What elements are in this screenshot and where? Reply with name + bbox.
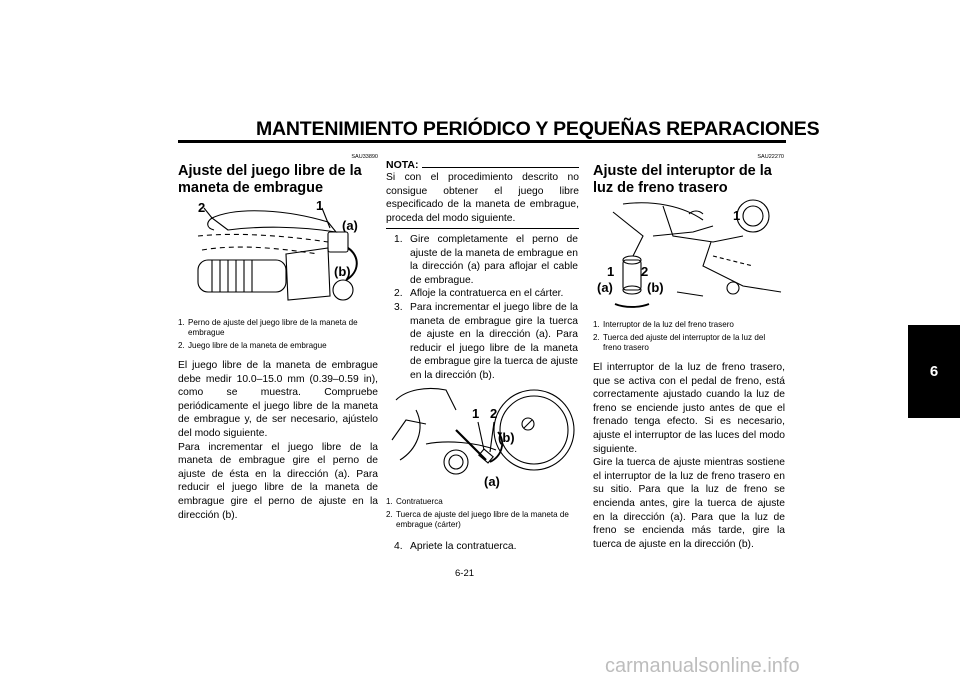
clutch-figure-captions [178, 318, 378, 351]
label-1: 1 [472, 406, 480, 421]
page-number: 6-21 [455, 568, 475, 579]
header-rule [178, 140, 786, 143]
label-1: 1 [733, 208, 741, 223]
caption-item: 1. Perno de ajuste del juego libre de la maneta de embrague [178, 318, 358, 337]
caption-item: 1. Interruptor de la luz del freno trasero [593, 320, 734, 329]
chapter-tab: 6 [908, 325, 960, 418]
label-a: (a) [484, 474, 500, 489]
paragraph: Para incrementar el juego libre de la maneta de embrague gire el perno de ajuste de ésta en la dirección (a). Para reducir el juego libre de la maneta de embrague gire el perno de ajuste en la dirección (b). [178, 441, 378, 521]
nota-text: Si con el procedimiento descrito no consigue obtener el juego libre especificado de la maneta de embrague, proceda del modo siguiente. [386, 172, 579, 224]
brake-body-text [593, 361, 785, 551]
label-1-small: 1 [607, 264, 615, 279]
watermark: carmanualsonline.info [605, 655, 800, 677]
brake-figure-captions [593, 320, 785, 353]
clutch-lever-drawing [178, 196, 378, 312]
step-item: 4. Apriete la contratuerca. [394, 541, 517, 552]
label-a: (a) [597, 280, 613, 295]
caption-item: 2. Tuerca de ajuste del juego libre de la maneta de embrague (cárter) [386, 510, 569, 529]
nota-rule-bottom [386, 228, 579, 229]
label-b: (b) [498, 430, 515, 445]
label-b: (b) [334, 264, 351, 279]
step-item: 2. Afloje la contratuerca en el cárter. [394, 288, 564, 300]
section-code: SAU33890 [351, 154, 378, 160]
crankcase-figure [386, 380, 579, 490]
step-4 [394, 540, 578, 554]
label-2: 2 [490, 406, 498, 421]
caption-item: 2. Tuerca ded ajuste del interruptor de la luz del freno trasero [593, 333, 766, 352]
section-title-clutch: Ajuste del juego libre de la maneta de embrague [178, 163, 362, 196]
step-item: 3. Para incrementar el juego libre de la maneta de embrague gire la tuerca de ajuste en la dirección (a). Para reducir el juego libre de la maneta de embrague gire la tuerca de ajuste en la dirección (b). [394, 301, 578, 381]
clutch-body-text [178, 359, 378, 522]
section-code: SAU22270 [757, 154, 784, 160]
crankcase-drawing [386, 380, 579, 490]
step-item: 1. Gire completamente el perno de ajuste de la maneta de embrague en la dirección (a) para aflojar el cable de embrague. [394, 234, 578, 286]
caption-item: 1. Contratuerca [386, 497, 443, 506]
label-2: 2 [198, 200, 206, 215]
page-header-title: MANTENIMIENTO PERIÓDICO Y PEQUEÑAS REPARACIONES [256, 118, 820, 140]
nota-rule [422, 167, 579, 168]
paragraph: El interruptor de la luz de freno trasero, que se activa con el pedal de freno, está correctamente ajustado cuando la luz de freno se enciende justo antes de que el frenado tenga efecto. Si es necesario, ajuste el interruptor de las luces del modo siguiente. [593, 362, 785, 455]
paragraph: Gire la tuerca de ajuste mientras sostiene el interruptor de la luz de freno trasero en su sitio. Para que la luz de freno se encienda antes, gire la tuerca de ajuste en la dirección (a). Para que la luz de freno se encienda más tarde, gire la tuerca de ajuste en la dirección (b). [593, 457, 785, 550]
nota-label: NOTA: [386, 159, 419, 171]
label-a: (a) [342, 218, 358, 233]
label-1: 1 [316, 198, 324, 213]
label-2: 2 [641, 264, 649, 279]
clutch-lever-figure [178, 196, 378, 312]
steps-list [394, 233, 578, 383]
caption-item: 2. Juego libre de la maneta de embrague [178, 341, 327, 350]
brake-switch-figure [593, 196, 785, 316]
crankcase-figure-captions [386, 497, 579, 530]
section-title-brake-switch: Ajuste del interuptor de la luz de freno trasero [593, 163, 772, 196]
label-b: (b) [647, 280, 664, 295]
nota-box [386, 159, 579, 229]
paragraph: El juego libre de la maneta de embrague debe medir 10.0–15.0 mm (0.39–0.59 in), como se muestra. Compruebe periódicamente el juego libre de la maneta de embrague y, de ser necesario, ajústelo del modo siguiente. [178, 360, 378, 439]
brake-switch-drawing [593, 196, 785, 316]
